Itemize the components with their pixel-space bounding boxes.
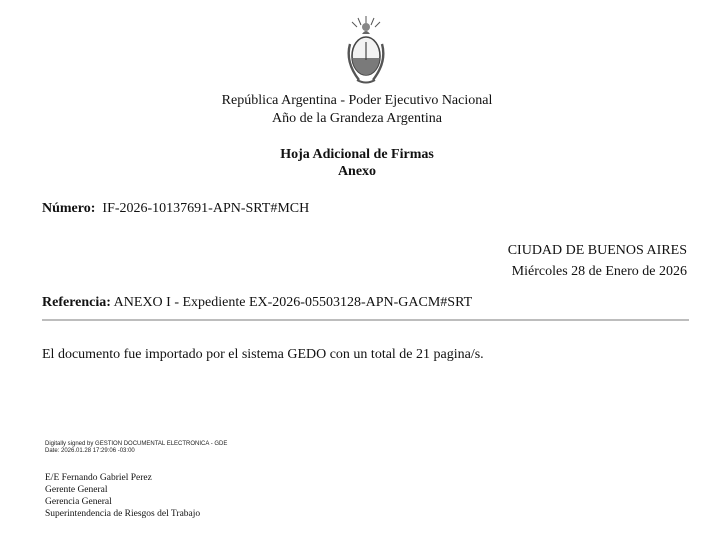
digital-signature-line-1: Digitally signed by GESTION DOCUMENTAL ELECTRONICA - GDE bbox=[45, 441, 228, 447]
digital-signature-date: Date: 2026.01.28 17:29:06 -03:00 bbox=[45, 448, 135, 454]
digital-signature-block bbox=[45, 441, 227, 455]
numero-value: IF-2026-10137691-APN-SRT#MCH bbox=[102, 201, 310, 216]
referencia-label: Referencia: bbox=[42, 295, 111, 310]
body-text: El documento fue importado por el sistema GEDO con un total de 21 pagina/s. bbox=[42, 347, 484, 362]
signer-department: Gerencia General bbox=[45, 497, 112, 507]
document-subtitle: Anexo bbox=[337, 164, 377, 179]
header-line-2: Año de la Grandeza Argentina bbox=[271, 111, 442, 126]
location-block bbox=[508, 240, 687, 282]
signer-block bbox=[45, 472, 200, 520]
header-line-1: República Argentina - Poder Ejecutivo Nacional bbox=[221, 93, 493, 108]
divider bbox=[42, 319, 689, 321]
numero-label: Número: bbox=[42, 201, 96, 216]
document-title: Hoja Adicional de Firmas bbox=[280, 147, 434, 162]
referencia-row bbox=[42, 295, 472, 311]
date: Miércoles 28 de Enero de 2026 bbox=[511, 264, 687, 279]
referencia-value: ANEXO I - Expediente EX-2026-05503128-APN-GACM#SRT bbox=[113, 295, 473, 310]
coat-of-arms-icon bbox=[343, 14, 389, 90]
signer-name: E/E Fernando Gabriel Perez bbox=[45, 473, 152, 483]
signer-organization: Superintendencia de Riesgos del Trabajo bbox=[45, 509, 201, 519]
city: CIUDAD DE BUENOS AIRES bbox=[507, 243, 687, 258]
signer-role: Gerente General bbox=[45, 485, 108, 495]
numero-row bbox=[42, 201, 309, 217]
